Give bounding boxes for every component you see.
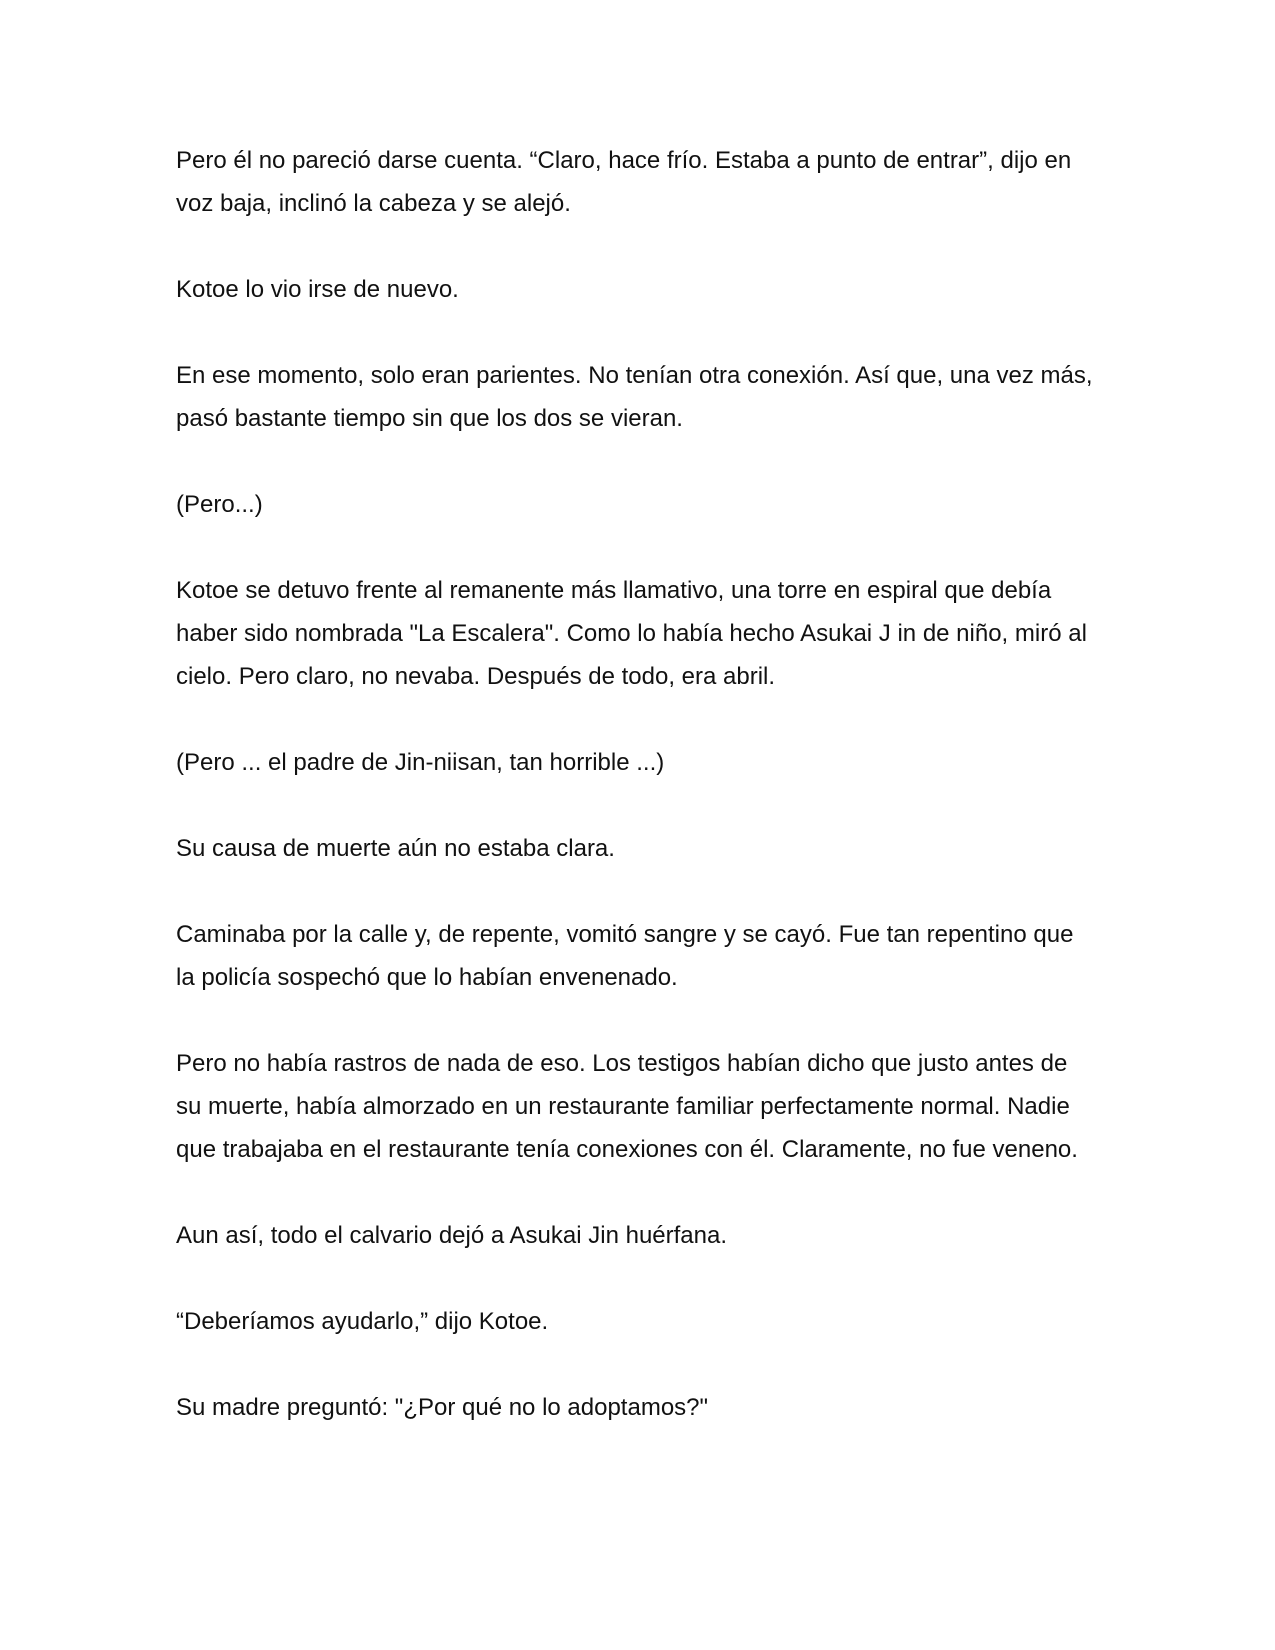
paragraph: (Pero ... el padre de Jin-niisan, tan horrible ...) [176, 749, 665, 776]
paragraph: En ese momento, solo eran parientes. No tenían otra conexión. Así que, una vez más, pasó bastante tiempo sin que los dos se vieran. [176, 362, 1093, 432]
paragraph: Aun así, todo el calvario dejó a Asukai Jin huérfana. [176, 1222, 728, 1249]
paragraph: Su madre preguntó: "¿Por qué no lo adoptamos?" [176, 1394, 709, 1421]
paragraph: Su causa de muerte aún no estaba clara. [176, 835, 615, 862]
document-body [176, 139, 1096, 1472]
paragraph: Pero no había rastros de nada de eso. Los testigos habían dicho que justo antes de su muerte, había almorzado en un restaurante familiar perfectamente normal. Nadie que trabajaba en el restaurante tenía conexiones con él. Claramente, no fue veneno. [176, 1050, 1078, 1163]
paragraph: “Deberíamos ayudarlo,” dijo Kotoe. [176, 1308, 549, 1335]
paragraph: Caminaba por la calle y, de repente, vomitó sangre y se cayó. Fue tan repentino que la policía sospechó que lo habían envenenado. [176, 921, 1074, 991]
paragraph: Pero él no pareció darse cuenta. “Claro, hace frío. Estaba a punto de entrar”, dijo en voz baja, inclinó la cabeza y se alejó. [176, 147, 1072, 217]
paragraph: Kotoe lo vio irse de nuevo. [176, 276, 459, 303]
paragraph: Kotoe se detuvo frente al remanente más llamativo, una torre en espiral que debía haber sido nombrada "La Escalera". Como lo había hecho Asukai J in de niño, miró al cielo. Pero claro, no nevaba. Después de todo, era abril. [176, 577, 1087, 690]
paragraph: (Pero...) [176, 491, 263, 518]
